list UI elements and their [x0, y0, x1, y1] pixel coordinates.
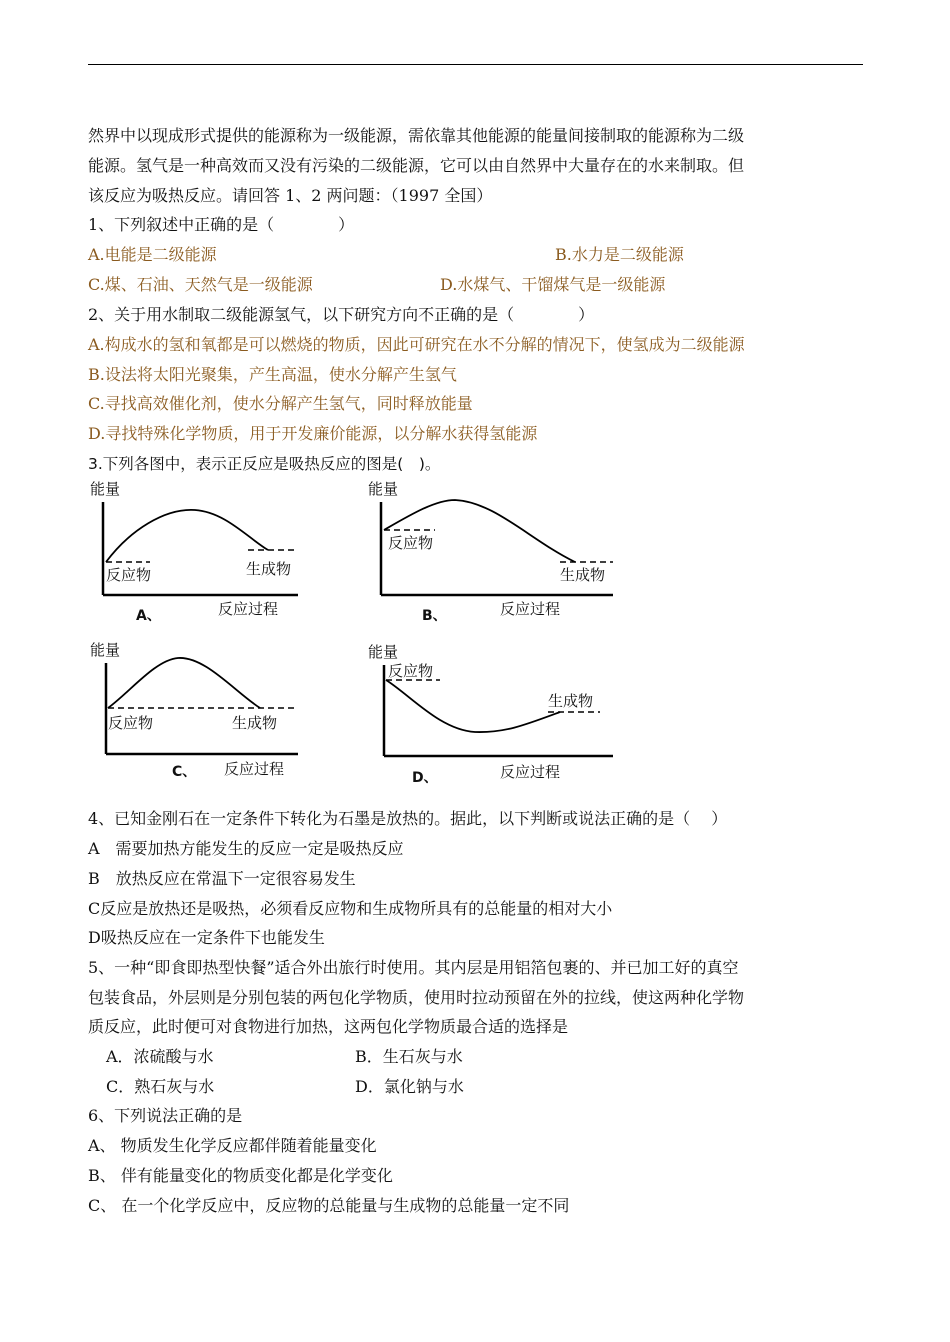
- diagram-b-curve: [384, 500, 575, 562]
- diagram-a-product: 生成物: [246, 560, 292, 578]
- diagram-b: [368, 480, 613, 624]
- q2-option-c: C.寻找高效催化剂，使水分解产生氢气，同时释放能量: [88, 394, 473, 413]
- q5-option-d: D．氯化钠与水: [355, 1077, 464, 1096]
- diagram-a-ylabel: 能量: [90, 480, 121, 498]
- header-rule: [88, 64, 863, 65]
- diagram-c-xlabel: 反应过程: [224, 760, 285, 778]
- q1-option-c: C.煤、石油、天然气是一级能源: [88, 275, 313, 294]
- q3-stem: 3.下列各图中，表示正反应是吸热反应的图是( )。: [88, 455, 441, 473]
- q5-option-b: B．生石灰与水: [355, 1047, 463, 1066]
- q1-option-d: D.水煤气、干馏煤气是一级能源: [440, 275, 666, 294]
- q2-option-a: A.构成水的氢和氧都是可以燃烧的物质，因此可研究在水不分解的情况下，使氢成为二级能源: [88, 335, 745, 354]
- diagram-c-reactant: 反应物: [108, 714, 154, 732]
- q5-option-a: A．浓硫酸与水: [106, 1047, 214, 1066]
- intro-line-1: 然界中以现成形式提供的能源称为一级能源，需依靠其他能源的能量间接制取的能源称为二级: [88, 126, 745, 145]
- q5-stem-line-1: 5、一种“即食即热型快餐”适合外出旅行时使用。其内层是用铝箔包裹的、并已加工好的真空: [88, 958, 739, 977]
- q4-option-d: D吸热反应在一定条件下也能发生: [88, 928, 325, 947]
- diagram-d: [368, 643, 613, 786]
- q6-option-c: C、 在一个化学反应中，反应物的总能量与生成物的总能量一定不同: [88, 1196, 570, 1215]
- q4-option-a: A 需要加热方能发生的反应一定是吸热反应: [88, 839, 404, 858]
- q5-stem-line-3: 质反应，此时便可对食物进行加热，这两包化学物质最合适的选择是: [88, 1017, 569, 1036]
- diagram-b-ylabel: 能量: [368, 480, 399, 498]
- diagram-a-xlabel: 反应过程: [218, 600, 279, 618]
- diagram-c-product: 生成物: [232, 714, 278, 732]
- diagram-a-reactant: 反应物: [106, 566, 152, 584]
- diagram-b-product: 生成物: [560, 566, 606, 584]
- q2-option-b: B.设法将太阳光聚集，产生高温，使水分解产生氢气: [88, 365, 457, 384]
- diagram-c: [90, 641, 298, 780]
- q6-option-a: A、 物质发生化学反应都伴随着能量变化: [88, 1136, 377, 1155]
- diagram-c-curve: [108, 658, 260, 708]
- diagram-a: [90, 480, 298, 624]
- q5-option-c: C．熟石灰与水: [106, 1077, 215, 1096]
- intro-line-2: 能源。氢气是一种高效而又没有污染的二级能源，它可以由自然界中大量存在的水来制取。但: [88, 156, 745, 175]
- diagram-b-reactant: 反应物: [388, 534, 434, 552]
- diagram-c-tag: C、: [172, 764, 197, 780]
- q4-option-b: B 放热反应在常温下一定很容易发生: [88, 869, 356, 888]
- intro-line-3: 该反应为吸热反应。请回答 1、2 两问题：（1997 全国）: [88, 186, 493, 205]
- q5-stem-line-2: 包装食品，外层则是分别包装的两包化学物质，使用时拉动预留在外的拉线，使这两种化学物: [88, 988, 745, 1007]
- diagram-d-xlabel: 反应过程: [500, 763, 561, 781]
- q6-stem: 6、下列说法正确的是: [88, 1106, 243, 1125]
- diagram-d-reactant: 反应物: [388, 662, 434, 680]
- diagram-b-tag: B、: [422, 608, 447, 624]
- diagram-d-curve: [386, 680, 560, 732]
- q2-stem: 2、关于用水制取二级能源氢气，以下研究方向不正确的是（ ）: [88, 305, 595, 324]
- q6-option-b: B、 伴有能量变化的物质变化都是化学变化: [88, 1166, 393, 1185]
- q1-stem: 1、下列叙述中正确的是（ ）: [88, 215, 355, 234]
- q1-option-a: A.电能是二级能源: [88, 245, 217, 264]
- diagram-a-tag: A、: [136, 608, 161, 624]
- q1-option-b: B.水力是二级能源: [555, 245, 684, 264]
- energy-diagrams: [0, 470, 950, 790]
- diagram-b-xlabel: 反应过程: [500, 600, 561, 618]
- diagram-d-tag: D、: [412, 770, 438, 786]
- q2-option-d: D.寻找特殊化学物质，用于开发廉价能源，以分解水获得氢能源: [88, 424, 538, 443]
- q4-option-c: C反应是放热还是吸热，必须看反应物和生成物所具有的总能量的相对大小: [88, 899, 613, 918]
- diagram-c-ylabel: 能量: [90, 641, 121, 659]
- diagram-a-curve: [106, 510, 268, 562]
- diagram-d-product: 生成物: [548, 692, 594, 710]
- q4-stem: 4、已知金刚石在一定条件下转化为石墨是放热的。据此，以下判断或说法正确的是（ ）: [88, 809, 728, 828]
- diagram-d-ylabel: 能量: [368, 643, 399, 661]
